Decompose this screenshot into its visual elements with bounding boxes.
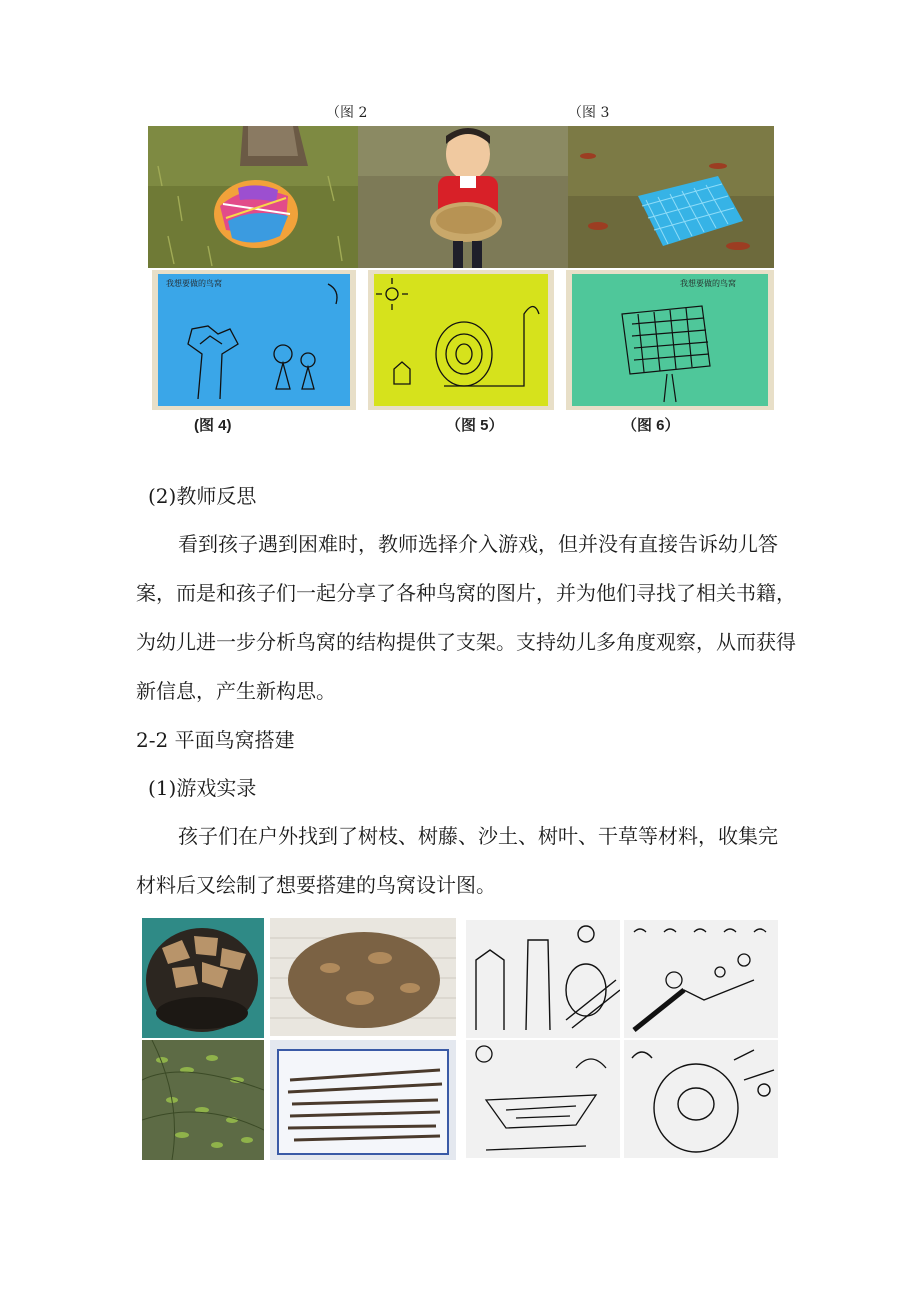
caption-figure-2: （图 2 <box>326 105 368 121</box>
photo-leaves-basket <box>270 918 456 1036</box>
drawing-nest-plan-1 <box>466 920 620 1038</box>
caption-figure-3: （图 3 <box>568 105 610 121</box>
drawing-figure-5 <box>368 270 554 410</box>
subsection-heading: 2-2 平面鸟窝搭建 <box>136 728 295 752</box>
photo-vines <box>142 1040 264 1160</box>
photo-child-with-nest <box>358 126 568 268</box>
record-heading: (1)游戏实录 <box>148 776 257 800</box>
reflection-line: 案，而是和孩子们一起分享了各种鸟窝的图片，并为他们寻找了相关书籍， <box>136 581 796 605</box>
photo-sticks-tray <box>270 1040 456 1160</box>
caption-figure-6: （图 6） <box>622 417 680 434</box>
drawing-6-text: 我想要做的鸟窝 <box>680 279 736 288</box>
drawing-figure-4 <box>152 270 356 410</box>
drawing-4-text: 我想要做的鸟窝 <box>166 279 222 288</box>
photo-blue-basket <box>568 126 774 268</box>
drawing-nest-plan-2 <box>624 920 778 1038</box>
drawing-nest-plan-4 <box>624 1040 778 1158</box>
record-line: 孩子们在户外找到了树枝、树藤、沙土、树叶、干草等材料，收集完 <box>178 824 778 848</box>
drawing-nest-plan-3 <box>466 1040 620 1158</box>
caption-figure-5: （图 5） <box>446 417 504 434</box>
reflection-line: 看到孩子遇到困难时，教师选择介入游戏，但并没有直接告诉幼儿答 <box>178 532 778 556</box>
reflection-heading: (2)教师反思 <box>148 484 257 508</box>
caption-figure-4: (图 4) <box>194 417 232 434</box>
record-line: 材料后又绘制了想要搭建的鸟窝设计图。 <box>136 873 496 897</box>
photo-painted-nest <box>148 126 358 268</box>
reflection-line: 为幼儿进一步分析鸟窝的结构提供了支架。支持幼儿多角度观察，从而获得 <box>136 630 796 654</box>
photo-bark-pieces <box>142 918 264 1038</box>
drawing-figure-6 <box>566 270 774 410</box>
reflection-line: 新信息，产生新构思。 <box>136 679 336 703</box>
